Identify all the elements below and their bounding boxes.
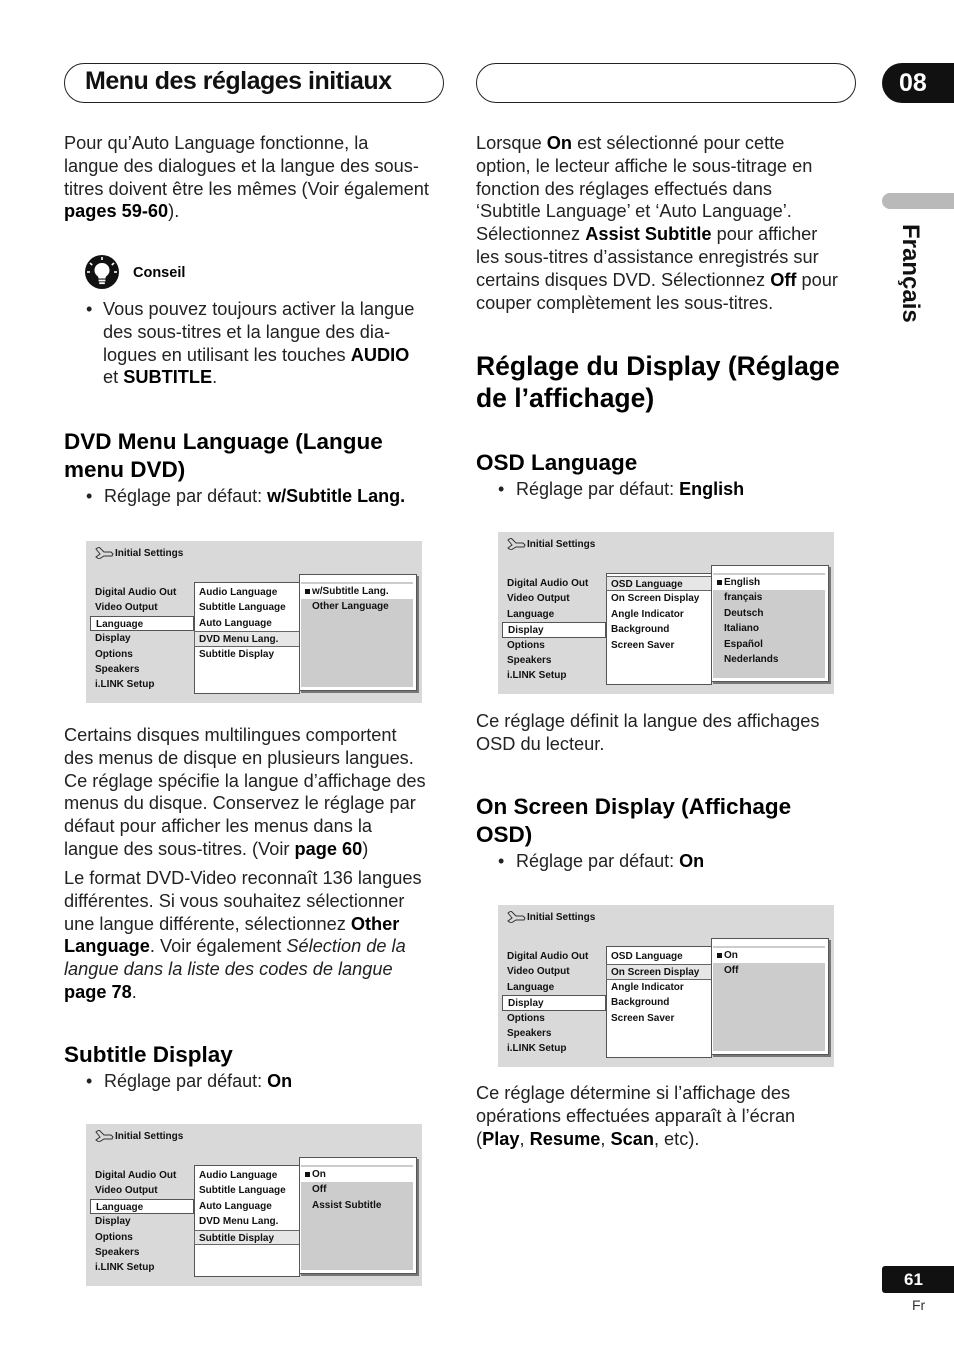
- heading-osd-language: OSD Language: [476, 450, 638, 475]
- tool-icon: [95, 547, 114, 559]
- page-language-code: Fr: [912, 1297, 926, 1313]
- page-number: 61: [882, 1266, 954, 1293]
- intro-paragraph: Pour qu’Auto Language fonctionne, la langue des dialogues et la langue des sous- titres doivent être les mêmes (Voir également pages 59-60).: [64, 133, 429, 222]
- osd-paragraph: Ce réglage définit la langue des affichages OSD du lecteur.: [476, 711, 820, 754]
- onscreen-paragraph: Ce réglage détermine si l’affichage des opérations effectuées apparaît à l’écran (Play, Resume, Scan, etc).: [476, 1083, 796, 1149]
- screen-osd-language: Initial Settings Digital Audio Out Video Output Language Display Options Speakers i.LINK Setup OSD Language On Screen Display Angle Indicator Background Screen Saver English français Deutsch Italiano Español Nederlands: [498, 532, 834, 694]
- page-title: Menu des réglages initiaux: [85, 67, 392, 95]
- heading-display-settings: Réglage du Display (Réglage de l’affichage): [476, 351, 840, 413]
- heading-on-screen-display: On Screen Display (Affichage OSD): [476, 794, 792, 847]
- lightbulb-icon: [84, 255, 120, 291]
- header-empty-box: [476, 63, 856, 103]
- screen-subtitle-display: Initial Settings Digital Audio Out Video Output Language Display Options Speakers i.LINK Setup Audio Language Subtitle Language Auto Language DVD Menu Lang. Subtitle Display On Off Assist Subtitle: [86, 1124, 422, 1286]
- subtitle-on-paragraph: Lorsque On est sélectionné pour cette option, le lecteur affiche le sous-titrage en fonction des réglages effectués dans ‘Subtitle Language’ et ‘Auto Language’. Sélectionnez Assist Subtitle pour afficher les sous-titres d’assistance enregistrés sur certains disques DVD. Sélectionnez Off pour couper complètement les sous-titres.: [476, 133, 838, 313]
- language-tab: [882, 193, 954, 209]
- header-title-box: [64, 63, 444, 103]
- heading-dvd-menu-language: DVD Menu Language (Langue menu DVD): [64, 429, 383, 482]
- dvd-paragraph-2: Le format DVD-Video reconnaît 136 langues différentes. Si vous souhaitez sélectionner une langue différente, sélectionnez Other Language. Voir également Sélection de la langue dans la liste des codes de langue page 78.: [64, 868, 422, 1002]
- tip-label: Conseil: [133, 265, 186, 281]
- heading-subtitle-display: Subtitle Display: [64, 1042, 233, 1067]
- tool-icon: [507, 911, 526, 923]
- tool-icon: [507, 538, 526, 550]
- screen-on-screen-display: Initial Settings Digital Audio Out Video Output Language Display Options Speakers i.LINK Setup OSD Language On Screen Display Angle Indicator Background Screen Saver On Off: [498, 905, 834, 1067]
- language-tab-label: Français: [897, 224, 924, 323]
- dvd-paragraph-1: Certains disques multilingues comportent des menus de disque en plusieurs langues. Ce réglage spécifie la langue d’affichage des menus du disque. Conservez le réglage par défaut pour afficher les menus dans la langue des sous-titres. (Voir page 60): [64, 725, 426, 859]
- screen-dvd-menu-lang: Initial Settings Digital Audio Out Video Output Language Display Options Speakers i.LINK Setup Audio Language Subtitle Language Auto Language DVD Menu Lang. Subtitle Display w/Subtitle Lang. Other Language: [86, 541, 422, 703]
- tool-icon: [95, 1130, 114, 1142]
- chapter-number: 08: [882, 63, 954, 103]
